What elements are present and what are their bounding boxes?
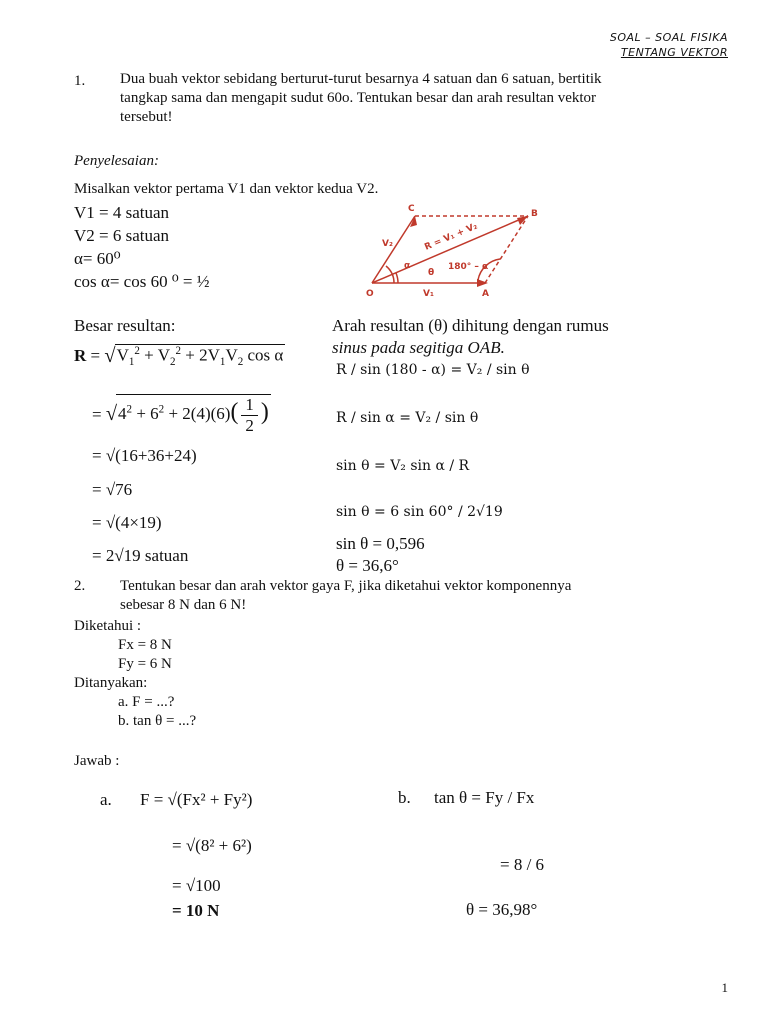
- answer-a-label: a.: [100, 790, 112, 809]
- solution-intro: Misalkan vektor pertama V1 dan vektor kedua V2.: [74, 181, 379, 197]
- problem-1-line-1: Dua buah vektor sebidang berturut-turut besarnya 4 satuan dan 6 satuan, bertitik: [120, 71, 602, 87]
- problem-1-number: 1.: [74, 73, 86, 89]
- answer-a-line-3: = √100: [172, 876, 221, 895]
- header-line-1: SOAL – SOAL FISIKA: [609, 31, 728, 44]
- cos-value: cos α= cos 60 ⁰ = ½: [74, 272, 210, 291]
- known-label: Diketahui :: [74, 618, 142, 634]
- direction-heading-1: Arah resultan (θ) dihitung dengan rumus: [332, 316, 609, 335]
- problem-2-line-1: Tentukan besar dan arah vektor gaya F, jika diketahui vektor komponennya: [120, 578, 572, 594]
- label-b: B: [531, 209, 538, 219]
- label-obtuse-angle: 180° – α: [448, 262, 489, 272]
- magnitude-line-6: = 2√19 satuan: [92, 546, 189, 565]
- problem-1-line-3: tersebut!: [120, 109, 173, 125]
- solution-label: Penyelesaian:: [74, 153, 159, 169]
- v2-value: V2 = 6 satuan: [74, 226, 170, 245]
- answer-b-label: b.: [398, 788, 411, 807]
- label-c: C: [408, 204, 415, 214]
- answer-b-line-3: θ = 36,98°: [466, 900, 538, 919]
- direction-step-5: sin θ = 0,596: [336, 534, 425, 553]
- answer-b-line-2: = 8 / 6: [500, 855, 545, 874]
- asked-a: a. F = ...?: [118, 694, 175, 710]
- vector-diagram: [360, 198, 560, 303]
- answer-a-line-4: = 10 N: [172, 901, 220, 920]
- problem-2-number: 2.: [74, 578, 86, 594]
- v1-value: V1 = 4 satuan: [74, 203, 170, 222]
- page-number: 1: [721, 980, 728, 995]
- problem-2-line-2: sebesar 8 N dan 6 N!: [120, 597, 247, 613]
- magnitude-line-2: = √ $4^2 + 6^2 + 2(4)(6)$( $\frac{1}{2}$ ): [92, 395, 269, 435]
- magnitude-heading: Besar resultan:: [74, 316, 176, 335]
- alpha-value: α= 60⁰: [74, 249, 121, 268]
- label-o: O: [366, 289, 374, 299]
- magnitude-line-1: R = √ $V_1^2 + V_2^2 + 2V_1V_2$ cos α: [74, 344, 284, 369]
- label-theta: θ: [428, 268, 435, 278]
- direction-step-2: R / sin α = V₂ / sin θ: [336, 410, 479, 426]
- direction-step-1: R / sin (180 - α) = V₂ / sin θ: [336, 362, 530, 378]
- answer-label: Jawab :: [74, 753, 120, 769]
- direction-step-6: θ = 36,6°: [336, 556, 399, 575]
- direction-step-3: sin θ = V₂ sin α / R: [336, 458, 470, 474]
- answer-a-line-1: F = √(Fx² + Fy²): [140, 790, 253, 809]
- problem-1-statement: [120, 70, 730, 127]
- magnitude-line-3: = √(16+36+24): [92, 446, 197, 465]
- label-resultant: R = V₁ + V₂: [423, 221, 480, 253]
- direction-heading-2: sinus pada segitiga OAB.: [332, 338, 505, 357]
- label-alpha: α: [404, 261, 411, 271]
- problem-1-line-2: tangkap sama dan mengapit sudut 60o. Tentukan besar dan arah resultan vektor: [120, 90, 597, 106]
- answer-a-line-2: = √(8² + 6²): [172, 836, 252, 855]
- label-v1: V₁: [423, 289, 434, 299]
- fy-value: Fy = 6 N: [118, 656, 172, 672]
- magnitude-line-5: = √(4×19): [92, 513, 162, 532]
- header-line-2: TENTANG VEKTOR: [620, 46, 728, 59]
- fx-value: Fx = 8 N: [118, 637, 172, 653]
- problem-2-statement: [120, 577, 740, 615]
- asked-label: Ditanyakan:: [74, 675, 148, 691]
- label-v2: V₂: [382, 239, 393, 249]
- label-a: A: [482, 289, 489, 299]
- asked-b: b. tan θ = ...?: [118, 713, 197, 729]
- answer-b-line-1: tan θ = Fy / Fx: [434, 788, 535, 807]
- page-header: [610, 30, 728, 60]
- direction-step-4: sin θ = 6 sin 60° / 2√19: [336, 504, 503, 520]
- resultant-arrow-line: [372, 216, 528, 283]
- magnitude-line-4: = √76: [92, 480, 133, 499]
- theta-arc: [396, 273, 398, 283]
